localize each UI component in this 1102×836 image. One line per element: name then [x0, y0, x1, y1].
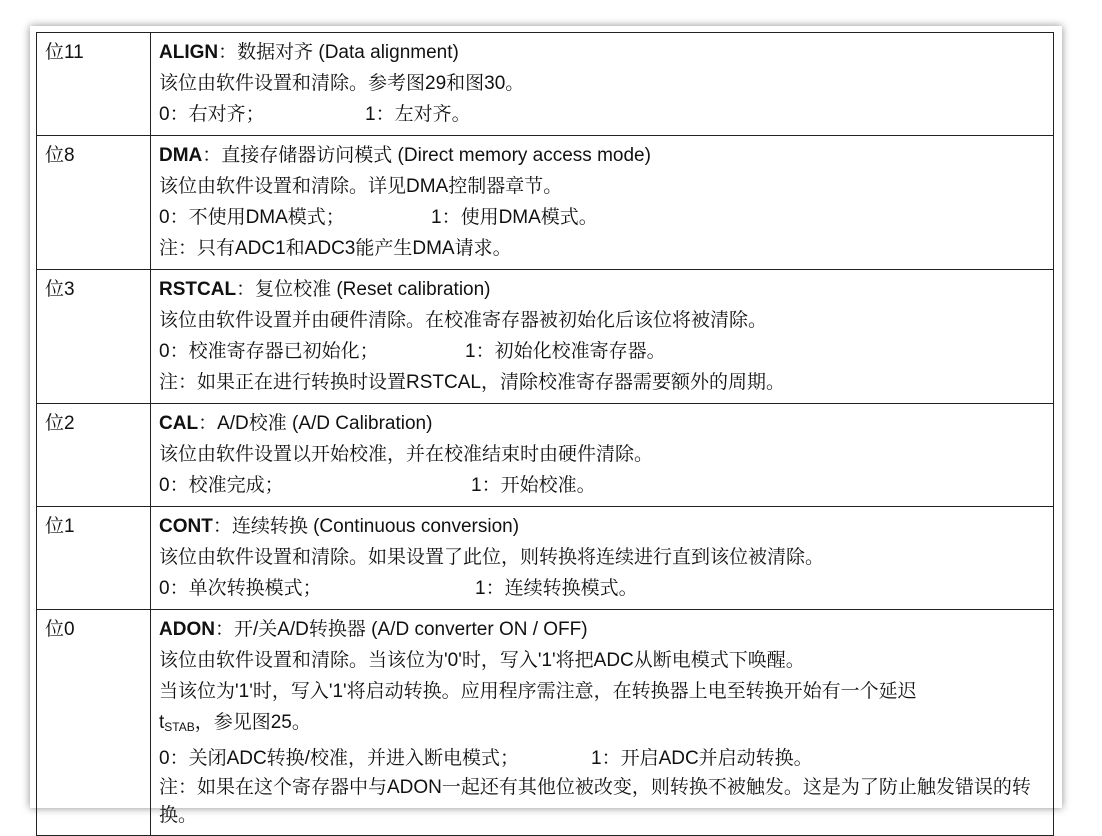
field-options: 0：关闭ADC转换/校准，并进入断电模式； 1：开启ADC并启动转换。: [159, 748, 813, 769]
description-cell: [151, 33, 1054, 136]
register-bit-table: [36, 32, 1054, 836]
field-options: 0：校准完成； 1：开始校准。: [159, 475, 596, 496]
field-name: RSTCAL: [159, 279, 237, 300]
table-row: [37, 270, 1054, 404]
field-note: 注：只有ADC1和ADC3能产生DMA请求。: [159, 238, 512, 259]
table-row: [37, 404, 1054, 507]
table-row: [37, 136, 1054, 270]
field-name: ADON: [159, 619, 215, 640]
field-description: 该位由软件设置和清除。当该位为'0'时，写入'1'将把ADC从断电模式下唤醒。: [159, 650, 805, 671]
field-options: 0：不使用DMA模式； 1：使用DMA模式。: [159, 207, 598, 228]
field-description-3: $t_{STAB}$，参见图25。: [159, 712, 311, 734]
table-row: [37, 507, 1054, 610]
document-page: [30, 26, 1062, 826]
field-name: ALIGN: [159, 42, 219, 63]
field-title: ALIGN：数据对齐 (Data alignment): [159, 42, 459, 63]
field-description: 该位由软件设置和清除。参考图29和图30。: [159, 73, 525, 94]
field-description: 该位由软件设置以开始校准，并在校准结束时由硬件清除。: [159, 444, 654, 465]
field-title: DMA：直接存储器访问模式 (Direct memory access mode): [159, 145, 651, 166]
table-row: [37, 33, 1054, 136]
field-description-2: 当该位为'1'时，写入'1'将启动转换。应用程序需注意，在转换器上电至转换开始有一个延迟: [159, 681, 917, 702]
bit-cell: 位11: [37, 33, 151, 136]
field-name: DMA: [159, 145, 203, 166]
field-note: 注：如果正在进行转换时设置RSTCAL，清除校准寄存器需要额外的周期。: [159, 372, 785, 393]
field-options: 0：校准寄存器已初始化； 1：初始化校准寄存器。: [159, 341, 666, 362]
field-name: CAL: [159, 413, 199, 434]
description-cell: [151, 404, 1054, 507]
bit-cell: 位1: [37, 507, 151, 610]
field-description: 该位由软件设置并由硬件清除。在校准寄存器被初始化后该位将被清除。: [159, 310, 768, 331]
field-options: 0：右对齐； 1：左对齐。: [159, 104, 471, 125]
bit-cell: 位8: [37, 136, 151, 270]
description-cell: [151, 610, 1054, 836]
field-title: RSTCAL：复位校准 (Reset calibration): [159, 279, 491, 300]
field-description: 该位由软件设置和清除。详见DMA控制器章节。: [159, 176, 563, 197]
field-name: CONT: [159, 516, 213, 537]
description-cell: [151, 507, 1054, 610]
field-note: 注：如果在这个寄存器中与ADON一起还有其他位被改变，则转换不被触发。这是为了防止触发错误的转换。: [159, 777, 1031, 826]
description-cell: [151, 270, 1054, 404]
field-title: CAL：A/D校准 (A/D Calibration): [159, 413, 433, 434]
bit-cell: 位0: [37, 610, 151, 836]
bit-cell: 位3: [37, 270, 151, 404]
field-title: CONT：连续转换 (Continuous conversion): [159, 516, 520, 537]
table-row: [37, 610, 1054, 836]
field-options: 0：单次转换模式； 1：连续转换模式。: [159, 578, 638, 599]
description-cell: [151, 136, 1054, 270]
field-title: ADON：开/关A/D转换器 (A/D converter ON / OFF): [159, 619, 588, 640]
bit-cell: 位2: [37, 404, 151, 507]
field-description: 该位由软件设置和清除。如果设置了此位，则转换将连续进行直到该位被清除。: [159, 547, 825, 568]
